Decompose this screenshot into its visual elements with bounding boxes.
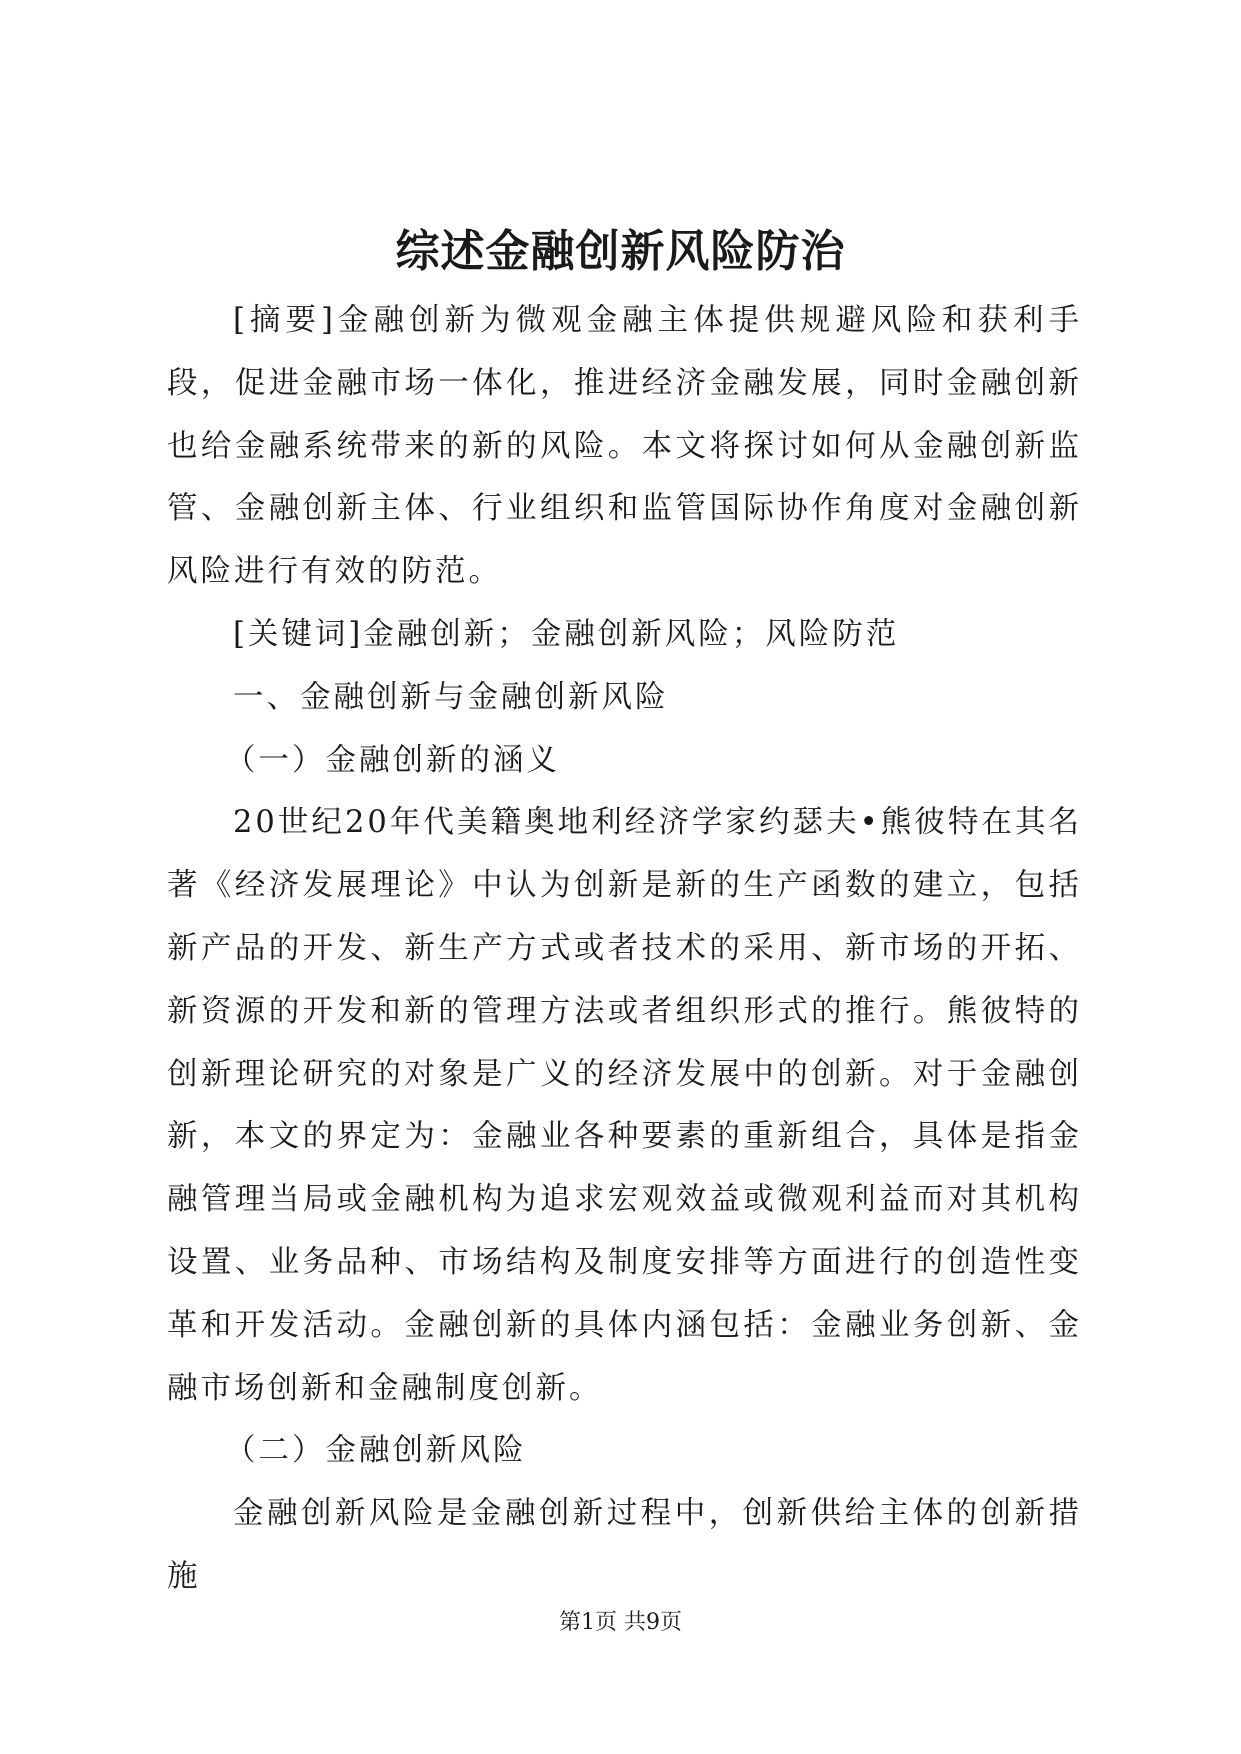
subsection-heading: （二）金融创新风险 — [225, 1433, 527, 1469]
subsection-heading: （一）金融创新的涵义 — [225, 742, 560, 778]
section-heading: 一、金融创新与金融创新风险 — [233, 679, 669, 715]
keywords-paragraph: [关键词]金融创新；金融创新风险；风险防范 — [233, 616, 900, 652]
page-footer: 第1页 共9页 — [559, 1610, 682, 1635]
body-paragraph: 20世纪20年代美籍奥地利经济学家约瑟夫•熊彼特在其名著《经济发展理论》中认为创新是新的生产函数的建立，包括新产品的开发、新生产方式或者技术的采用、新市场的开拓、新资源的开发和新的管理方法或者组织形式的推行。熊彼特的创新理论研究的对象是广义的经济发展中的创新。对于金融创新，本文的界定为：金融业各种要素的重新组合，具体是指金融管理当局或金融机构为追求宏观效益或微观利益而对其机构设置、业务品种、市场结构及制度安排等方面进行的创造性变革和开发活动。金融创新的具体内涵包括：金融业务创新、金融市场创新和金融制度创新。 — [167, 805, 1082, 1406]
document-body — [167, 290, 1082, 1609]
abstract-paragraph: [摘要]金融创新为微观金融主体提供规避风险和获利手段，促进金融市场一体化，推进经济金融发展，同时金融创新也给金融系统带来的新的风险。本文将探讨如何从金融创新监管、金融创新主体、行业组织和监管国际协作角度对金融创新风险进行有效的防范。 — [167, 303, 1082, 590]
document-title: 综述金融创新风险防治 — [395, 226, 846, 277]
body-paragraph: 金融创新风险是金融创新过程中，创新供给主体的创新措施 — [167, 1496, 1082, 1594]
